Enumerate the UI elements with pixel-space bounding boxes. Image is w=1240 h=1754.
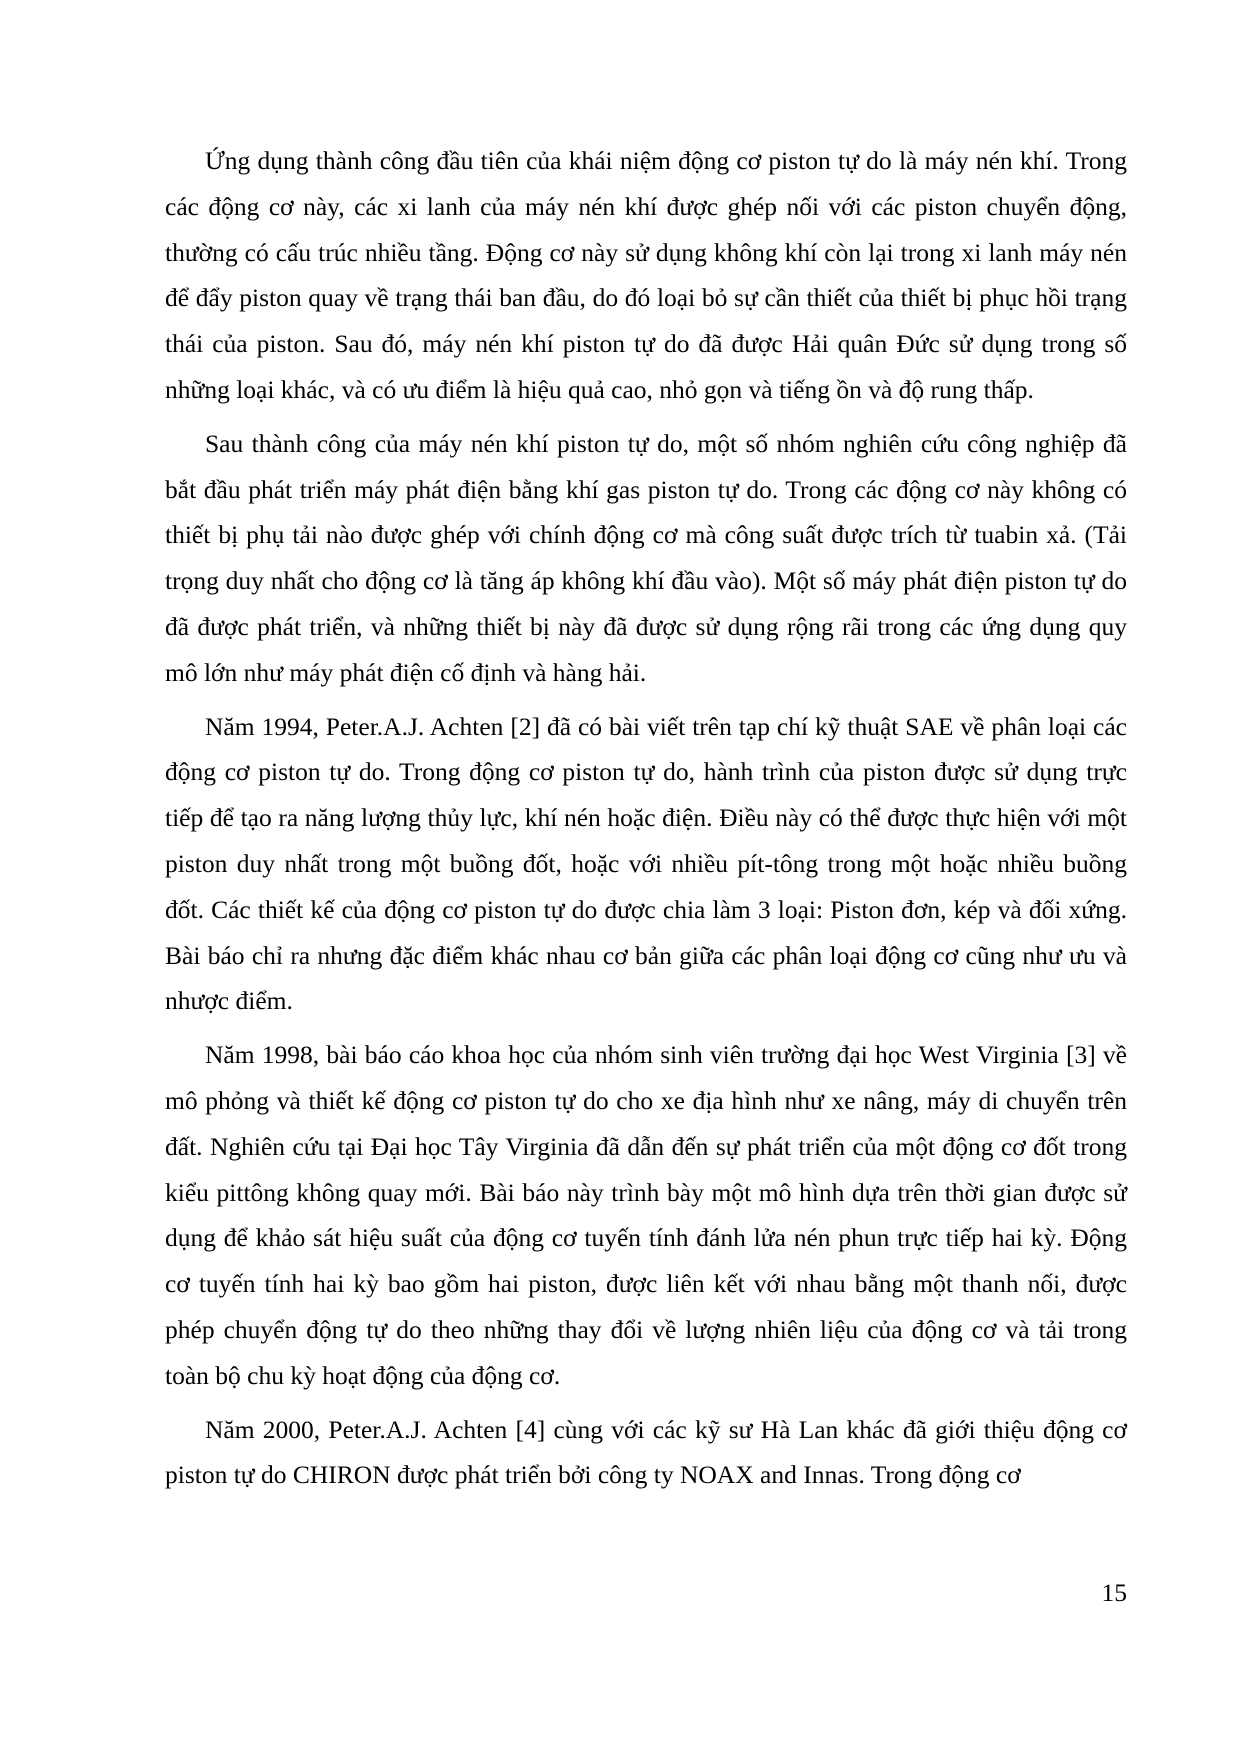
paragraph-achten-1994: Năm 1994, Peter.A.J. Achten [2] đã có bài viết trên tạp chí kỹ thuật SAE về phân loại các động cơ piston tự do. Trong động cơ piston tự do, hành trình của piston được sử dụng trực tiếp để tạo ra năng lượng thủy lực, khí nén hoặc điện. Điều này có thể được thực hiện với một piston duy nhất trong một buồng đốt, hoặc với nhiều pít-tông trong một hoặc nhiều buồng đốt. Các thiết kế của động cơ piston tự do được chia làm 3 loại: Piston đơn, kép và đối xứng. Bài báo chỉ ra nhưng đặc điểm khác nhau cơ bản giữa các phân loại động cơ cũng như ưu và nhược điểm. — [165, 711, 1127, 1016]
page-number: 15 — [1101, 1578, 1127, 1607]
paragraph-west-virginia-1998: Năm 1998, bài báo cáo khoa học của nhóm sinh viên trường đại học West Virginia [3] về mô phỏng và thiết kế động cơ piston tự do cho xe địa hình như xe nâng, máy di chuyển trên đất. Nghiên cứu tại Đại học Tây Virginia đã dẫn đến sự phát triển của một động cơ đốt trong kiểu pittông không quay mới. Bài báo này trình bày một mô hình dựa trên thời gian được sử dụng để khảo sát hiệu suất của động cơ tuyến tính đánh lửa nén phun trực tiếp hai kỳ. Động cơ tuyến tính hai kỳ bao gồm hai piston, được liên kết với nhau bằng một thanh nối, được phép chuyển động tự do theo những thay đổi về lượng nhiên liệu của động cơ và tải trong toàn bộ chu kỳ hoạt động của động cơ. — [165, 1040, 1127, 1390]
paragraph-achten-2000: Năm 2000, Peter.A.J. Achten [4] cùng với các kỹ sư Hà Lan khác đã giới thiệu động cơ piston tự do CHIRON được phát triển bởi công ty NOAX and Innas. Trong động cơ — [165, 1414, 1127, 1490]
paragraph-gas-generator: Sau thành công của máy nén khí piston tự do, một số nhóm nghiên cứu công nghiệp đã bắt đầu phát triển máy phát điện bằng khí gas piston tự do. Trong các động cơ này không có thiết bị phụ tải nào được ghép với chính động cơ mà công suất được trích từ tuabin xả. (Tải trọng duy nhất cho động cơ là tăng áp không khí đầu vào). Một số máy phát điện piston tự do đã được phát triển, và những thiết bị này đã được sử dụng rộng rãi trong các ứng dụng quy mô lớn như máy phát điện cố định và hàng hải. — [165, 428, 1127, 687]
body-text — [165, 138, 1127, 1506]
paragraph-compressor: Ứng dụng thành công đầu tiên của khái niệm động cơ piston tự do là máy nén khí. Trong các động cơ này, các xi lanh của máy nén khí được ghép nối với các piston chuyển động, thường có cấu trúc nhiều tầng. Động cơ này sử dụng không khí còn lại trong xi lanh máy nén để đẩy piston quay về trạng thái ban đầu, do đó loại bỏ sự cần thiết của thiết bị phục hồi trạng thái của piston. Sau đó, máy nén khí piston tự do đã được Hải quân Đức sử dụng trong số những loại khác, và có ưu điểm là hiệu quả cao, nhỏ gọn và tiếng ồn và độ rung thấp. — [165, 146, 1127, 404]
